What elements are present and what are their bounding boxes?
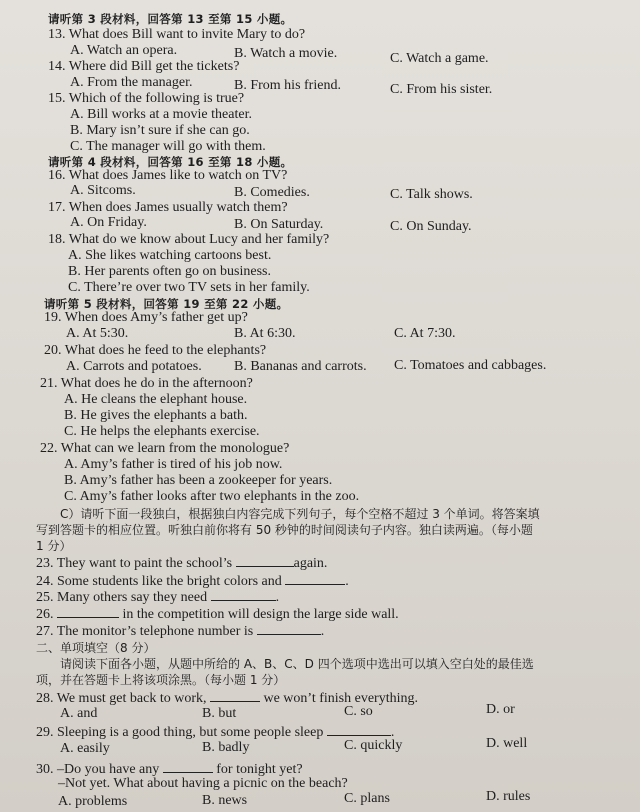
fill-item-27-text: 27. The monitor’s telephone number is <box>36 624 257 639</box>
q19-option-c: C. At 7:30. <box>394 326 456 341</box>
fill-item-26 <box>36 605 399 623</box>
answer-blank-25[interactable] <box>211 588 276 601</box>
question-28-end: we won’t finish everything. <box>259 691 418 706</box>
q14-option-a: A. From the manager. <box>70 75 193 90</box>
question-18: 18. What do we know about Lucy and her family? <box>48 232 330 247</box>
fill-item-25-end: . <box>275 590 280 605</box>
q29-option-b: B. badly <box>202 740 250 755</box>
partc-instructions-line1: C）请听下面一段独白，根据独白内容完成下列句子，每个空格不超过 3 个单词。将答案填 <box>60 507 540 521</box>
q16-option-b: B. Comedies. <box>234 185 310 200</box>
question-30-text: 30. –Do you have any <box>36 762 163 777</box>
q22-option-b: B. Amy’s father has been a zookeeper for years. <box>64 473 333 488</box>
fill-item-23-end: again. <box>293 556 328 571</box>
question-22: 22. What can we learn from the monologue? <box>40 441 290 456</box>
part2-title: 二、单项填空（8 分） <box>36 641 156 655</box>
fill-item-25-text: 25. Many others say they need <box>36 590 211 605</box>
section-header-4: 请听第 4 段材料，回答第 16 至第 18 小题。 <box>48 155 293 169</box>
fill-item-26-text: 26. <box>36 607 57 622</box>
answer-blank-26[interactable] <box>57 605 119 618</box>
answer-blank-27[interactable] <box>257 622 321 635</box>
q30-option-c: C. plans <box>344 791 390 806</box>
question-19: 19. When does Amy’s father get up? <box>44 310 248 325</box>
partc-instructions-line2: 写到答题卡的相应位置。听独白前你将有 50 秒钟的时间阅读句子内容。独白读两遍。（每小题 <box>36 523 533 537</box>
part2-instructions-line2: 项，并在答题卡上将该项涂黑。（每小题 1 分） <box>36 673 286 687</box>
fill-item-24-end: . <box>345 574 349 589</box>
question-29-text: 29. Sleeping is a good thing, but some people sleep <box>36 725 327 740</box>
question-15: 15. Which of the following is true? <box>48 91 245 106</box>
fill-item-26-end: in the competition will design the large side wall. <box>119 607 399 622</box>
q15-option-a: A. Bill works at a movie theater. <box>70 107 252 122</box>
question-13: 13. What does Bill want to invite Mary to do? <box>48 27 306 42</box>
q20-option-b: B. Bananas and carrots. <box>234 359 367 374</box>
q15-option-b: B. Mary isn’t sure if she can go. <box>70 123 250 138</box>
q18-option-a: A. She likes watching cartoons best. <box>68 248 272 263</box>
question-16: 16. What does James like to watch on TV? <box>48 168 288 183</box>
fill-item-24-text: 24. Some students like the bright colors and <box>36 574 286 589</box>
part2-instructions-line1: 请阅读下面各小题，从题中所给的 A、B、C、D 四个选项中选出可以填入空白处的最佳选 <box>60 657 534 671</box>
q17-option-c: C. On Sunday. <box>390 219 472 234</box>
fill-item-23 <box>36 554 327 572</box>
question-29 <box>36 723 394 741</box>
answer-blank-28[interactable] <box>210 689 260 702</box>
fill-item-25 <box>36 588 279 606</box>
answer-blank-30[interactable] <box>163 760 213 773</box>
q18-option-c: C. There’re over two TV sets in her family. <box>68 280 310 295</box>
q28-option-a: A. and <box>60 706 98 721</box>
fill-item-23-text: 23. They want to paint the school’s <box>36 556 236 571</box>
q17-option-a: A. On Friday. <box>70 215 147 230</box>
q21-option-b: B. He gives the elephants a bath. <box>64 408 248 423</box>
question-20: 20. What does he feed to the elephants? <box>44 343 267 358</box>
q16-option-a: A. Sitcoms. <box>70 183 136 198</box>
question-17: 17. When does James usually watch them? <box>48 200 288 215</box>
q15-option-c: C. The manager will go with them. <box>70 139 266 154</box>
q19-option-b: B. At 6:30. <box>234 326 296 341</box>
q20-option-c: C. Tomatoes and cabbages. <box>394 358 547 373</box>
q28-option-d: D. or <box>486 702 515 717</box>
fill-item-27 <box>36 622 324 640</box>
q13-option-c: C. Watch a game. <box>390 51 489 66</box>
q14-option-b: B. From his friend. <box>234 78 341 93</box>
q19-option-a: A. At 5:30. <box>66 326 129 341</box>
section-header-3: 请听第 3 段材料，回答第 13 至第 15 小题。 <box>48 12 293 26</box>
q28-option-c: C. so <box>344 704 373 719</box>
q22-option-c: C. Amy’s father looks after two elephants in the zoo. <box>64 489 360 504</box>
q29-option-a: A. easily <box>60 741 110 756</box>
q13-option-b: B. Watch a movie. <box>234 46 338 61</box>
q16-option-c: C. Talk shows. <box>390 187 473 202</box>
section-header-5: 请听第 5 段材料，回答第 19 至第 22 小题。 <box>44 297 289 311</box>
q20-option-a: A. Carrots and potatoes. <box>66 359 202 374</box>
question-14: 14. Where did Bill get the tickets? <box>48 59 240 74</box>
q21-option-c: C. He helps the elephants exercise. <box>64 424 260 439</box>
q29-option-c: C. quickly <box>344 738 403 753</box>
answer-blank-23[interactable] <box>236 554 294 567</box>
question-30-end: for tonight yet? <box>212 762 303 777</box>
q13-option-a: A. Watch an opera. <box>70 43 178 58</box>
question-30-reply: –Not yet. What about having a picnic on the beach? <box>58 776 348 791</box>
q28-option-b: B. but <box>202 706 237 721</box>
answer-blank-29[interactable] <box>327 723 391 736</box>
question-29-end: . <box>390 725 395 740</box>
partc-instructions-line3: 1 分） <box>36 539 72 553</box>
q30-option-d: D. rules <box>486 789 531 804</box>
q17-option-b: B. On Saturday. <box>234 217 324 232</box>
q21-option-a: A. He cleans the elephant house. <box>64 392 248 407</box>
fill-item-27-end: . <box>320 624 325 639</box>
q18-option-b: B. Her parents often go on business. <box>68 264 271 279</box>
answer-blank-24[interactable] <box>285 572 345 585</box>
q14-option-c: C. From his sister. <box>390 82 493 97</box>
q22-option-a: A. Amy’s father is tired of his job now. <box>64 457 283 472</box>
question-21: 21. What does he do in the afternoon? <box>40 376 253 391</box>
q30-option-a: A. problems <box>58 794 128 809</box>
q29-option-d: D. well <box>486 736 528 751</box>
q30-option-b: B. news <box>202 793 248 808</box>
question-28-text: 28. We must get back to work, <box>36 691 210 706</box>
